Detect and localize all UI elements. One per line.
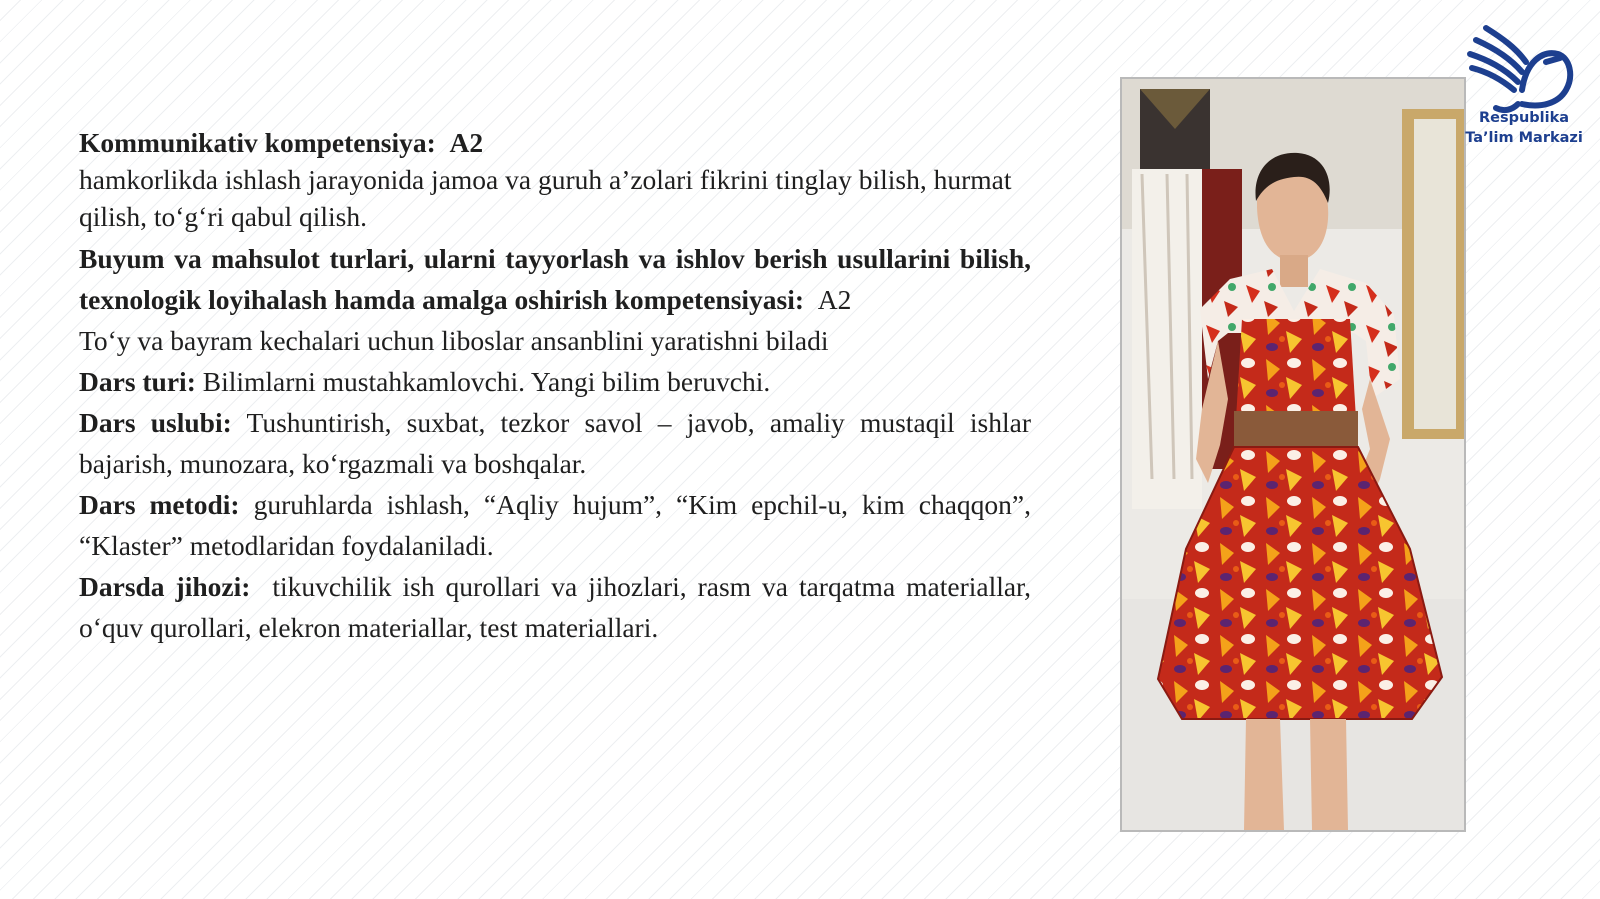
dars-uslubi-text: Tushuntirish, suxbat, tezkor savol – javob, amaliy mustaqil ishlar bajarish, munozara, ko‘rgazmali va boshqalar. [79,407,1031,479]
logo-text [1462,108,1586,148]
dars-uslubi [79,402,1031,484]
dars-uslubi-label: Dars uslubi: [79,407,232,438]
kommunikativ-level: A2 [449,127,484,158]
dars-metodi-label: Dars metodi: [79,489,240,520]
buyum-paragraph [79,238,1031,320]
logo-line1: Respublika [1478,110,1570,126]
lesson-info-text [79,124,1031,648]
darsda-jihozi-text: tikuvchilik ish qurollari va jihozlari, rasm va tarqatma materiallar, o‘quv qurollari, elekron materiallar, test materiallari. [79,571,1031,643]
dars-turi-text: Bilimlarni mustahkamlovchi. Yangi bilim beruvchi. [202,366,771,397]
dars-turi-label: Dars turi: [79,366,196,397]
kommunikativ-heading [79,124,1031,161]
logo-line2: Ta’lim Markazi [1465,130,1583,146]
dars-metodi-text: guruhlarda ishlash, “Aqliy hujum”, “Kim epchil-u, kim chaqqon”, “Klaster” metodlaridan foydalaniladi. [79,489,1032,561]
kommunikativ-text: hamkorlikda ishlash jarayonida jamoa va guruh a’zolari fikrini tinglay bilish, hurmat qilish, to‘g‘ri qabul qilish. [79,164,1012,232]
buyum-level: A2 [817,284,852,315]
buyum-label: Buyum va mahsulot turlari, ularni tayyorlash va ishlov berish usullarini bilish, texnologik loyihalash hamda amalga oshirish kompetensiyasi: [79,243,1031,315]
kommunikativ-label: Kommunikativ kompetensiya: [79,127,436,158]
darsda-jihozi-label: Darsda jihozi: [79,571,251,602]
buyum-text: To‘y va bayram kechalari uchun liboslar ansanblini yaratishni biladi [79,325,829,356]
dars-metodi [79,484,1031,566]
darsda-jihozi [79,566,1031,648]
dars-turi [79,361,1031,402]
woman-in-ikat-dress-photo [1122,79,1464,830]
dress-photo [1120,77,1466,832]
